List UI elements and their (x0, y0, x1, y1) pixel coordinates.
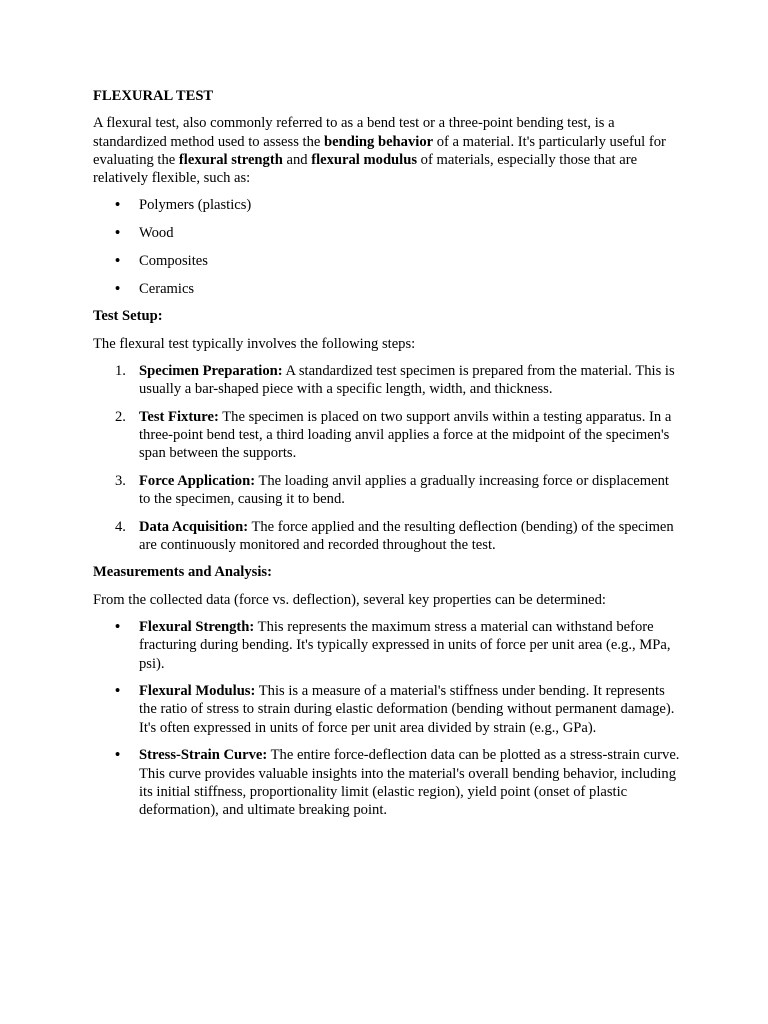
bullet-icon: • (115, 197, 121, 214)
intro-bold-flexural-strength: flexural strength (178, 151, 283, 168)
list-item (93, 252, 680, 270)
measurement-text: This is a measure of a material's stiffness under bending. It represents the ratio of stress to strain during elastic deformation (bending without permanent damage). It's often expressed in units of force per unit area divided by strain (e.g., GPa). (139, 683, 675, 736)
measurement-term: Flexural Modulus: (139, 683, 256, 700)
material-label: Wood (139, 225, 174, 242)
measurements-list (93, 618, 680, 819)
measurement-text: This represents the maximum stress a material can withstand before fracturing during bending. It's typically expressed in units of force per unit area (e.g., MPa, psi). (139, 619, 671, 672)
list-item (93, 196, 680, 214)
bullet-icon: • (115, 225, 121, 242)
step-text: The loading anvil applies a gradually increasing force or displacement to the specimen, causing it to bend. (139, 472, 669, 508)
bullet-icon: • (115, 619, 121, 636)
step-term: Test Fixture: (139, 408, 219, 425)
bullet-icon: • (115, 747, 121, 764)
intro-paragraph (93, 114, 680, 187)
list-item (93, 224, 680, 242)
step-number: 1. (115, 363, 126, 380)
bullet-icon: • (115, 683, 121, 700)
intro-bold-flexural-modulus: flexural modulus (311, 151, 418, 168)
list-item (93, 472, 680, 509)
test-steps-list (93, 362, 680, 554)
measurement-term: Flexural Strength: (139, 619, 255, 636)
intro-text-3: and (282, 151, 312, 168)
list-item (93, 618, 680, 673)
step-text: The force applied and the resulting deflection (bending) of the specimen are continuously monitored and recorded throughout the test. (139, 518, 674, 553)
test-setup-intro: The flexural test typically involves the following steps: (93, 335, 416, 352)
measurement-term: Stress-Strain Curve: (139, 747, 268, 764)
intro-text-2: of a material. It's particularly useful for evaluating the (93, 133, 666, 168)
step-term: Data Acquisition: (139, 518, 249, 535)
list-item (93, 746, 680, 819)
intro-text-4: of materials, especially those that are relatively flexible, such as: (93, 151, 638, 187)
material-label: Ceramics (139, 281, 195, 298)
document-title: FLEXURAL TEST (93, 88, 214, 104)
step-number: 4. (115, 518, 126, 535)
intro-bold-bending-behavior: bending behavior (324, 133, 434, 150)
list-item (93, 362, 680, 399)
measurements-heading: Measurements and Analysis: (93, 564, 272, 581)
material-label: Composites (139, 253, 208, 270)
list-item (93, 408, 680, 463)
step-number: 3. (115, 472, 126, 489)
step-term: Specimen Preparation: (139, 363, 283, 380)
step-number: 2. (115, 408, 126, 425)
list-item (93, 280, 680, 298)
measurement-text: The entire force-deflection data can be plotted as a stress-strain curve. This curve provides valuable insights into the material's overall bending behavior, including its initial stiffness, proportionality limit (elastic region), yield point (onset of plastic deformation), and ultimate breaking point. (139, 747, 680, 819)
list-item (93, 682, 680, 737)
test-setup-heading: Test Setup: (93, 308, 163, 325)
materials-list (93, 196, 680, 298)
material-label: Polymers (plastics) (139, 197, 252, 214)
step-text: The specimen is placed on two support anvils within a testing apparatus. In a three-point bend test, a third loading anvil applies a force at the midpoint of the specimen's span between the supports. (139, 408, 672, 462)
bullet-icon: • (115, 253, 121, 270)
list-item (93, 518, 680, 555)
step-term: Force Application: (139, 472, 256, 489)
measurements-intro: From the collected data (force vs. deflection), several key properties can be determined: (93, 591, 606, 608)
step-text: A standardized test specimen is prepared from the material. This is usually a bar-shaped piece with a specific length, width, and thickness. (139, 363, 675, 398)
bullet-icon: • (115, 281, 121, 298)
intro-text-1: A flexural test, also commonly referred to as a bend test or a three-point bending test, is a standardized method used to assess the (93, 115, 615, 150)
